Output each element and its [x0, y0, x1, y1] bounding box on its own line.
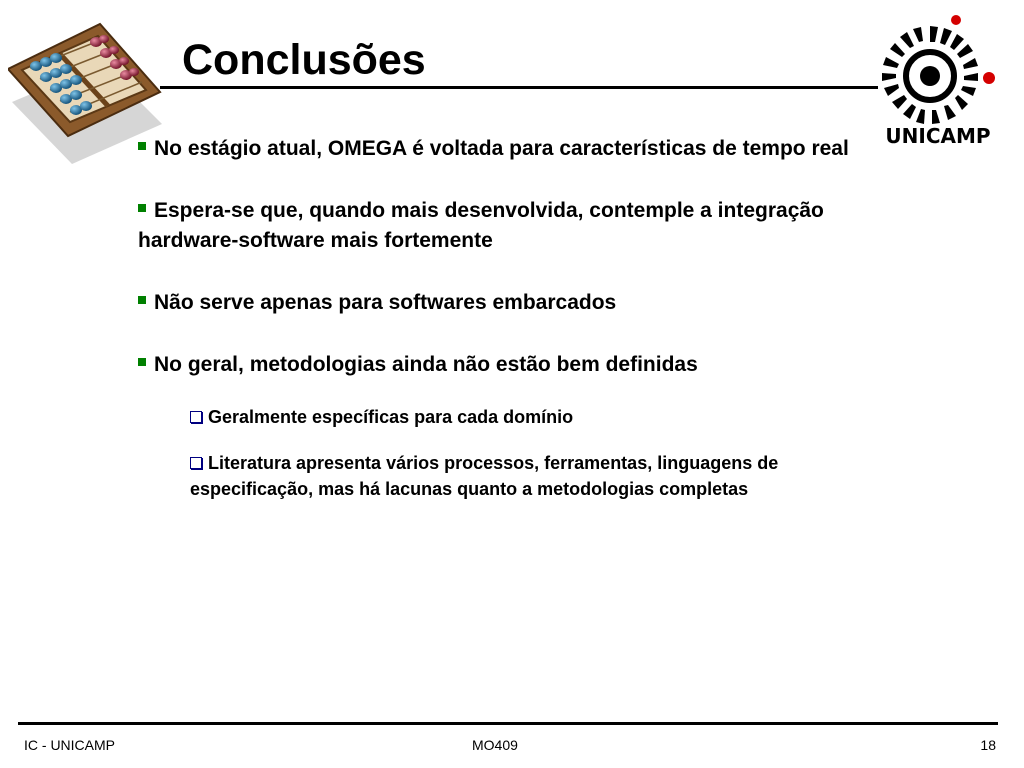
unicamp-logo-text: UNICAMP — [885, 124, 991, 148]
bullet-text: No estágio atual, OMEGA é voltada para características de tempo real — [154, 137, 849, 160]
green-square-bullet-icon — [138, 204, 146, 212]
green-square-bullet-icon — [138, 358, 146, 366]
sub-bullet-item — [190, 450, 810, 502]
page-title: Conclusões — [182, 36, 426, 84]
footer-institution: IC - UNICAMP — [24, 737, 115, 753]
bullet-text: No geral, metodologias ainda não estão bem definidas — [154, 353, 698, 376]
hollow-square-bullet-icon — [190, 411, 202, 423]
hollow-square-bullet-icon — [190, 457, 202, 469]
green-square-bullet-icon — [138, 142, 146, 150]
slide-content — [138, 134, 878, 528]
footer-course: MO409 — [472, 737, 518, 753]
slide-number: 18 — [980, 737, 996, 753]
sub-bullet-text: Geralmente específicas para cada domínio — [208, 407, 574, 427]
bullet-item — [138, 134, 878, 164]
sub-bullet-text: Literatura apresenta vários processos, ferramentas, linguagens de especificação, mas há lacunas quanto a metodologias completas — [190, 453, 779, 499]
title-divider — [160, 86, 878, 89]
bullet-item — [138, 196, 878, 256]
sub-bullet-item — [190, 404, 810, 430]
bullet-item — [138, 350, 878, 380]
bullet-text: Não serve apenas para softwares embarcados — [154, 291, 617, 314]
footer-divider — [18, 722, 998, 725]
green-square-bullet-icon — [138, 296, 146, 304]
bullet-text: Espera-se que, quando mais desenvolvida, contemple a integração hardware-software mais fortemente — [138, 199, 824, 252]
bullet-item — [138, 288, 878, 318]
